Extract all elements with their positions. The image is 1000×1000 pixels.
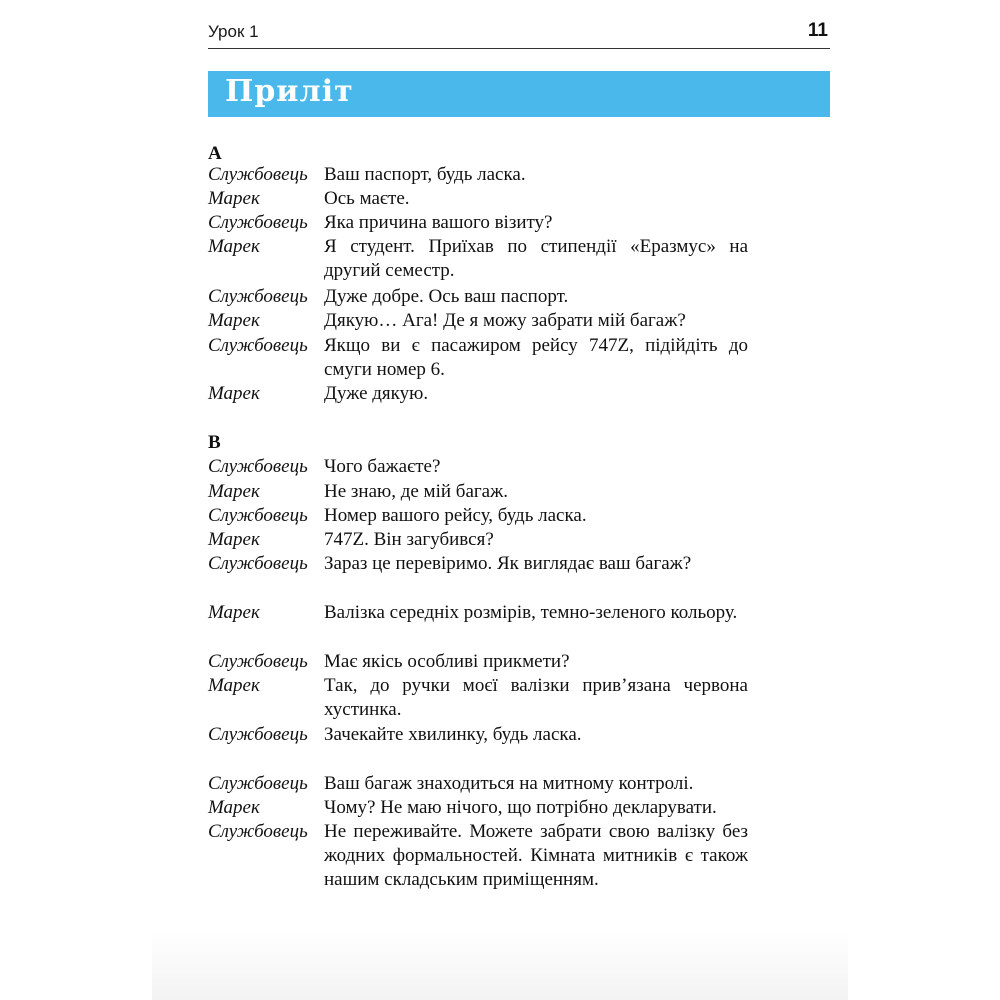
dialogue-text: Має якісь особливі прикмети?	[324, 651, 570, 672]
speaker-name: Службовець	[208, 335, 308, 356]
dialogue-text: Номер вашого рейсу, будь ласка.	[324, 505, 587, 526]
speaker-name: Службовець	[208, 164, 308, 185]
speaker-name: Марек	[208, 481, 260, 502]
dialogue-line	[208, 528, 748, 552]
dialogue-text: Дякую… Ага! Де я можу забрати мій багаж?	[324, 310, 686, 331]
dialogue-line	[208, 187, 748, 211]
dialogue-text: Ось маєте.	[324, 188, 410, 209]
dialogue-text: 747Z. Він загубився?	[324, 529, 494, 550]
speaker-name: Марек	[208, 188, 260, 209]
page-header	[208, 20, 830, 49]
speaker-name: Службовець	[208, 212, 308, 233]
dialogue-line	[208, 285, 748, 309]
dialogue-line	[208, 163, 748, 187]
page-number: 11	[807, 20, 828, 41]
speaker-name: Службовець	[208, 651, 308, 672]
dialogue-text: Яка причина вашого візиту?	[324, 212, 553, 233]
dialogue-text: Зараз це перевіримо. Як виглядає ваш багаж?	[324, 553, 692, 574]
dialogue-line	[208, 552, 748, 576]
lesson-label: Урок 1	[208, 22, 259, 41]
page-bottom-shadow	[152, 930, 848, 1000]
speaker-name: Службовець	[208, 456, 308, 477]
dialogue-text: Ваш багаж знаходиться на митному контролі.	[324, 773, 694, 794]
dialogue-line	[208, 674, 748, 720]
dialogue-text: Якщо ви є пасажиром рейсу 747Z, підійдіть до смуги номер 6.	[324, 335, 748, 380]
dialogue-line	[208, 480, 748, 504]
speaker-name: Марек	[208, 602, 260, 623]
dialogue-text: Валізка середніх розмірів, темно-зеленого кольору.	[324, 602, 738, 623]
speaker-name: Службовець	[208, 773, 308, 794]
section-label-b: B	[208, 432, 221, 453]
dialogue-line	[208, 772, 748, 796]
dialogue-line	[208, 382, 748, 406]
dialogue-line	[208, 235, 748, 281]
speaker-name: Службовець	[208, 505, 308, 526]
dialogue-line	[208, 211, 748, 235]
dialogue-text: Так, до ручки моєї валізки прив’язана червона хустинка.	[324, 675, 748, 720]
title-banner	[208, 71, 830, 117]
dialogue-text: Не знаю, де мій багаж.	[324, 481, 508, 502]
dialogue-text: Зачекайте хвилинку, будь ласка.	[324, 724, 582, 745]
section-label-a: A	[208, 143, 222, 164]
dialogue-line	[208, 504, 748, 528]
dialogue-text: Я студент. Приїхав по стипендії «Еразмус» на другий семестр.	[324, 236, 748, 281]
dialogue-line	[208, 796, 748, 820]
speaker-name: Службовець	[208, 553, 308, 574]
dialogue-line	[208, 334, 748, 380]
speaker-name: Марек	[208, 797, 260, 818]
dialogue-line	[208, 309, 748, 333]
page-title: Приліт	[225, 74, 354, 109]
speaker-name: Службовець	[208, 724, 308, 745]
speaker-name: Марек	[208, 383, 260, 404]
dialogue-line	[208, 650, 748, 674]
speaker-name: Марек	[208, 236, 260, 257]
dialogue-line	[208, 601, 748, 625]
dialogue-text: Не переживайте. Можете забрати свою валізку без жодних формальностей. Кімната митників є також нашим складським приміщенням.	[324, 821, 748, 890]
dialogue-text: Дуже дякую.	[324, 383, 429, 404]
speaker-name: Службовець	[208, 286, 308, 307]
dialogue-text: Чого бажаєте?	[324, 456, 441, 477]
dialogue-line	[208, 723, 748, 747]
dialogue-line	[208, 820, 748, 890]
speaker-name: Марек	[208, 529, 260, 550]
dialogue-text: Ваш паспорт, будь ласка.	[324, 164, 526, 185]
dialogue-text: Чому? Не маю нічого, що потрібно декларувати.	[324, 797, 717, 818]
dialogue-line	[208, 455, 748, 479]
speaker-name: Марек	[208, 310, 260, 331]
dialogue-text: Дуже добре. Ось ваш паспорт.	[324, 286, 569, 307]
speaker-name: Службовець	[208, 821, 308, 842]
speaker-name: Марек	[208, 675, 260, 696]
